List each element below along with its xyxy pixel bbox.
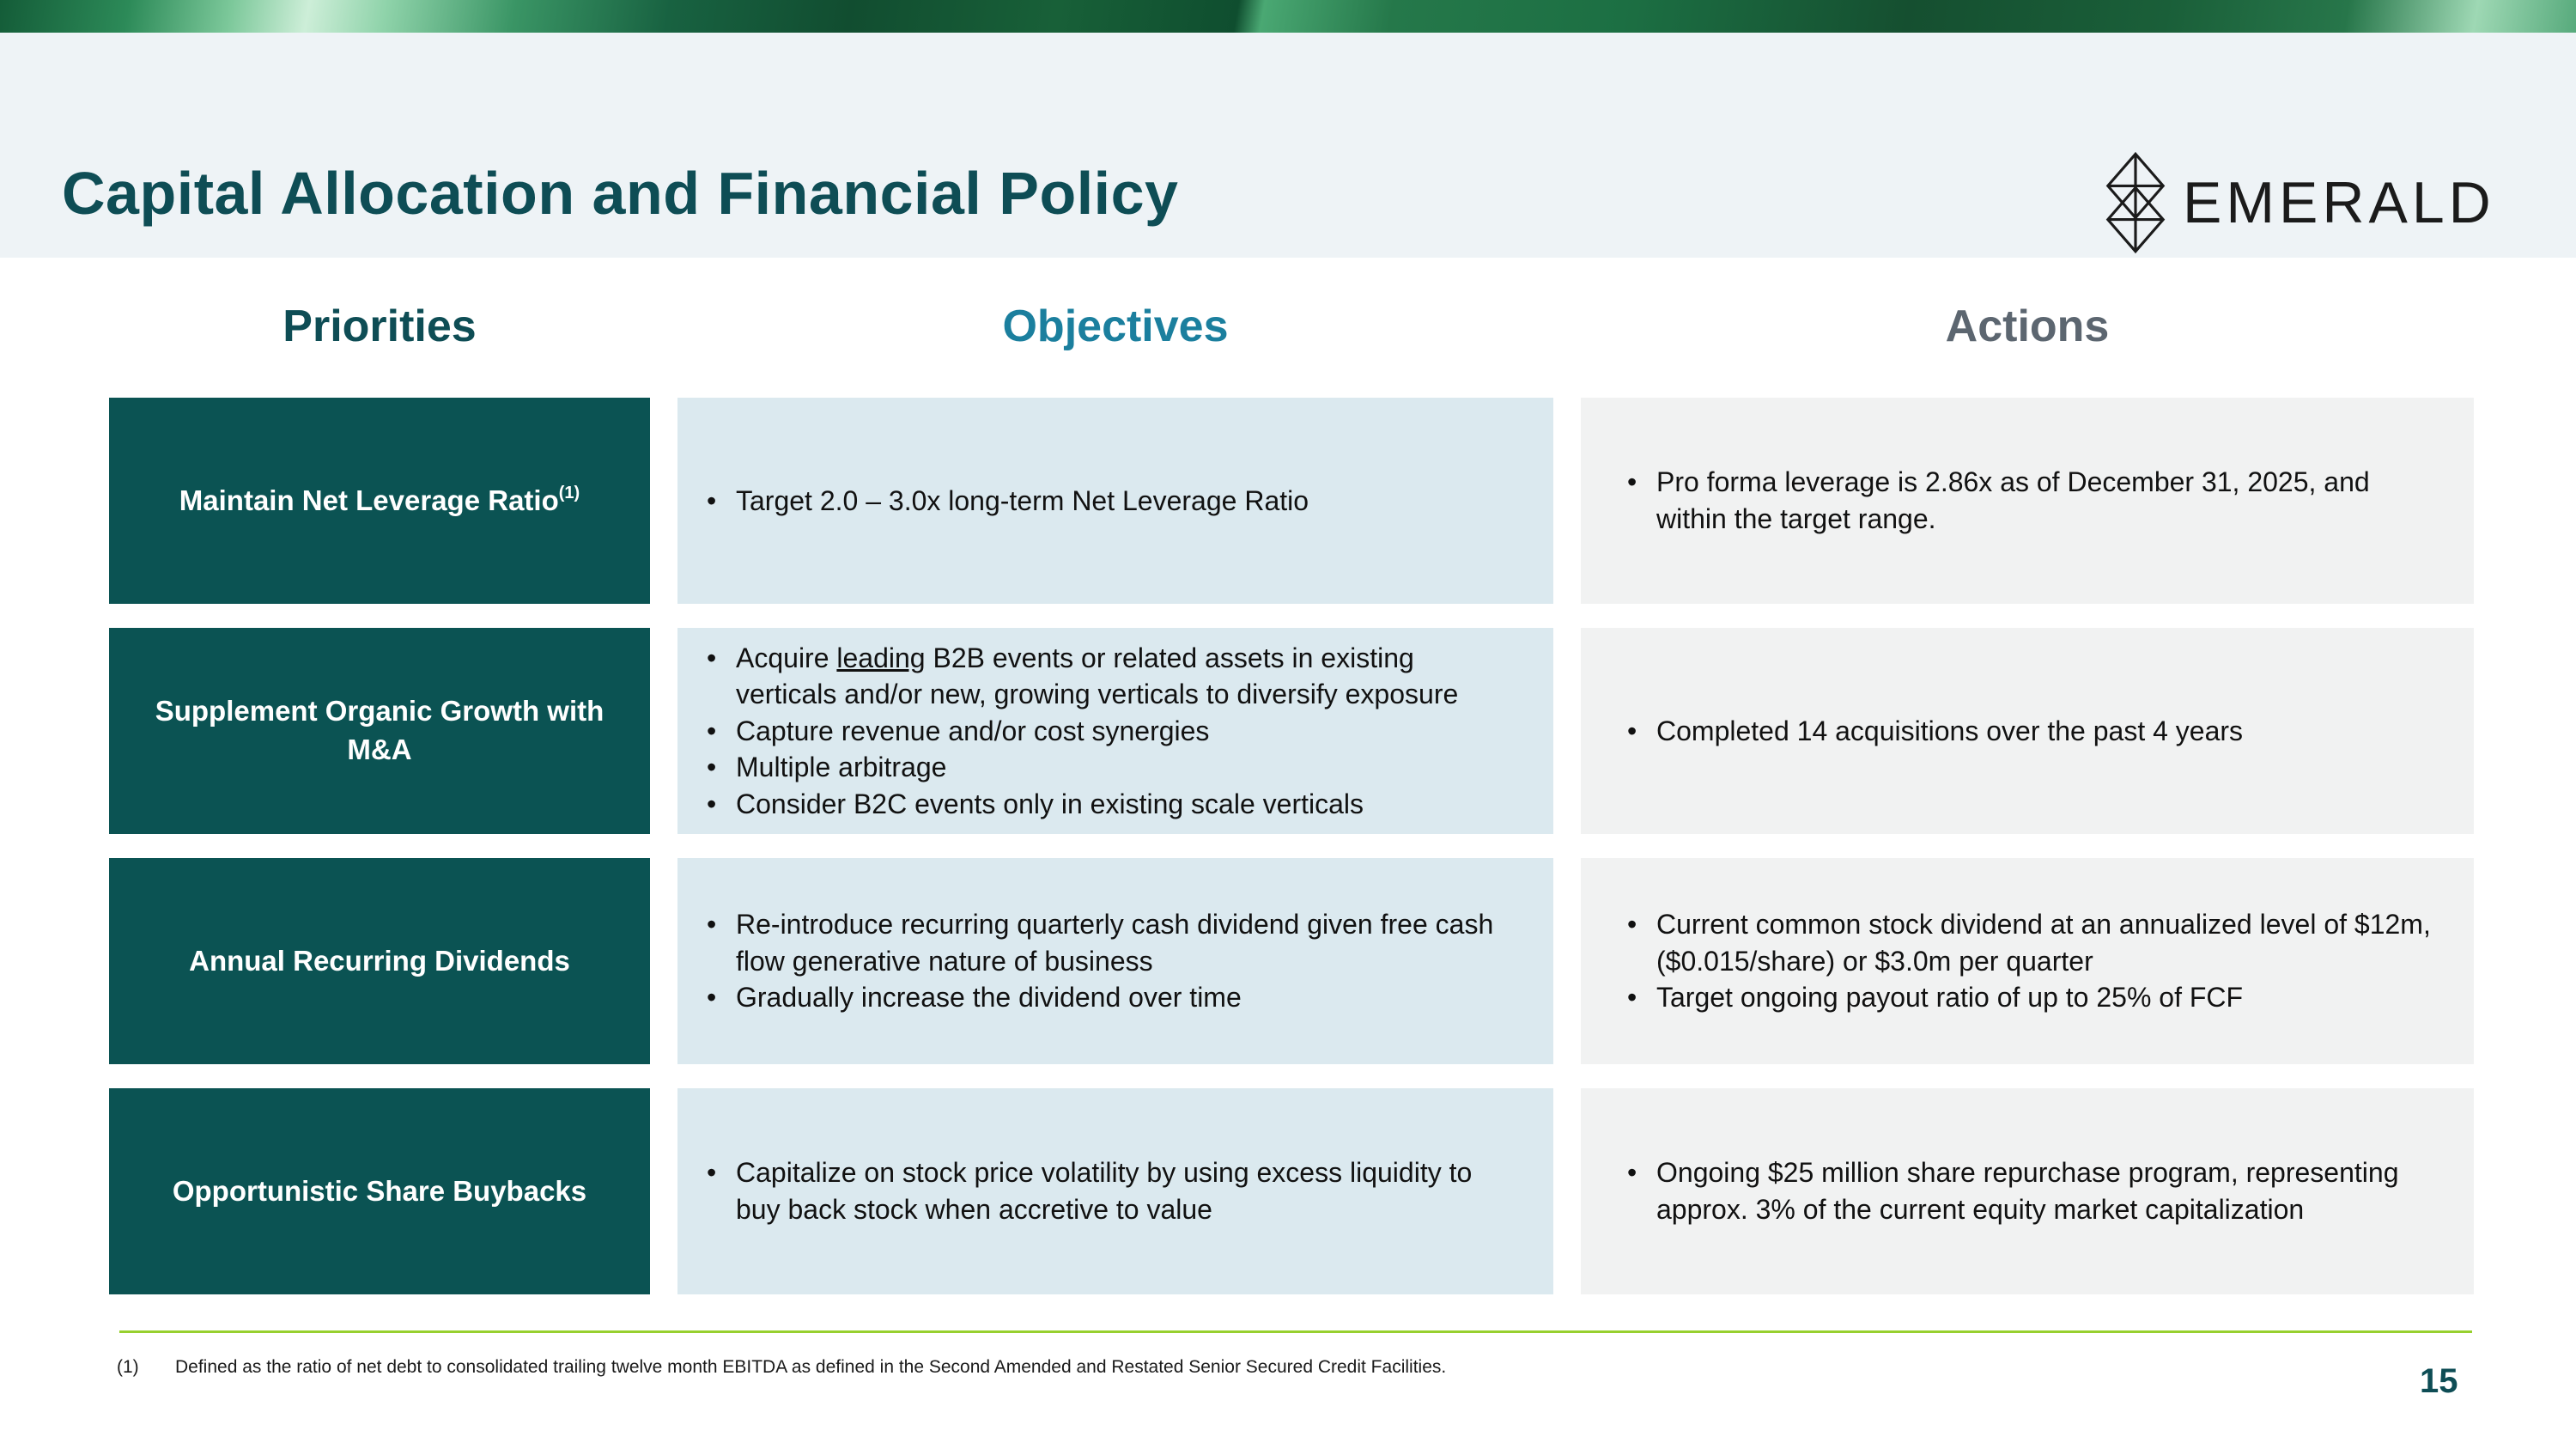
action-item: • Current common stock dividend at an annualized level of $12m, ($0.015/share) or $3.0m per quarter bbox=[1624, 906, 2439, 979]
header-band bbox=[0, 33, 2576, 258]
priority-cell bbox=[109, 628, 650, 834]
objectives-cell bbox=[677, 858, 1553, 1064]
top-banner-gradient bbox=[0, 0, 2576, 33]
objective-item: • Re-introduce recurring quarterly cash dividend given free cash flow generative nature of business bbox=[703, 906, 1504, 979]
priority-label: Opportunistic Share Buybacks bbox=[172, 1174, 587, 1207]
green-divider-line bbox=[119, 1330, 2472, 1333]
objective-item: • Multiple arbitrage bbox=[703, 749, 1504, 786]
actions-list bbox=[1624, 906, 2439, 1016]
objective-item: • Capture revenue and/or cost synergies bbox=[703, 713, 1504, 750]
objectives-cell bbox=[677, 398, 1553, 604]
company-logo bbox=[2105, 143, 2495, 263]
priority-cell bbox=[109, 1088, 650, 1294]
column-header-priorities: Priorities bbox=[283, 301, 477, 351]
footnote-text: Defined as the ratio of net debt to consolidated trailing twelve month EBITDA as defined in the Second Amended and Restated Senior Secured Credit Facilities. bbox=[175, 1357, 1447, 1377]
priority-label: Annual Recurring Dividends bbox=[189, 944, 570, 977]
action-item: • Ongoing $25 million share repurchase program, representing approx. 3% of the current equity market capitalization bbox=[1624, 1154, 2439, 1227]
objective-item: • Acquire leading B2B events or related assets in existing verticals and/or new, growing verticals to diversify exposure bbox=[703, 640, 1504, 713]
objectives-cell bbox=[677, 1088, 1553, 1294]
objective-item: • Target 2.0 – 3.0x long-term Net Leverage Ratio bbox=[703, 483, 1504, 520]
objective-item: • Consider B2C events only in existing scale verticals bbox=[703, 786, 1504, 823]
objectives-list bbox=[703, 1154, 1504, 1227]
action-item: • Pro forma leverage is 2.86x as of December 31, 2025, and within the target range. bbox=[1624, 464, 2439, 537]
priority-cell bbox=[109, 858, 650, 1064]
objectives-list bbox=[703, 640, 1504, 823]
action-item: • Completed 14 acquisitions over the past 4 years bbox=[1624, 713, 2439, 750]
actions-cell bbox=[1581, 1088, 2474, 1294]
actions-cell bbox=[1581, 398, 2474, 604]
priority-label: Supplement Organic Growth with M&A bbox=[155, 695, 605, 765]
objectives-list bbox=[703, 906, 1504, 1016]
action-item: • Target ongoing payout ratio of up to 25% of FCF bbox=[1624, 979, 2439, 1016]
priority-label: Maintain Net Leverage Ratio$^{(1)}$ bbox=[179, 483, 580, 516]
actions-list bbox=[1624, 464, 2439, 537]
actions-cell bbox=[1581, 628, 2474, 834]
objective-item: • Gradually increase the dividend over time bbox=[703, 979, 1504, 1016]
actions-cell bbox=[1581, 858, 2474, 1064]
slide-title: Capital Allocation and Financial Policy bbox=[62, 160, 1179, 227]
page-number: 15 bbox=[2420, 1362, 2458, 1400]
objectives-list bbox=[703, 483, 1504, 520]
footnote bbox=[117, 1355, 2006, 1379]
priority-cell bbox=[109, 398, 650, 604]
emerald-gem-icon bbox=[2105, 151, 2166, 254]
logo-wordmark: EMERALD bbox=[2183, 170, 2495, 235]
objectives-cell bbox=[677, 628, 1553, 834]
column-header-actions: Actions bbox=[1945, 301, 2110, 351]
footnote-marker: (1) bbox=[117, 1357, 139, 1377]
objective-item: • Capitalize on stock price volatility by using excess liquidity to buy back stock when accretive to value bbox=[703, 1154, 1504, 1227]
column-headers bbox=[109, 302, 2476, 351]
actions-list bbox=[1624, 713, 2439, 750]
actions-list bbox=[1624, 1154, 2439, 1227]
column-header-objectives: Objectives bbox=[1002, 301, 1229, 351]
capital-allocation-table bbox=[109, 398, 2476, 1294]
